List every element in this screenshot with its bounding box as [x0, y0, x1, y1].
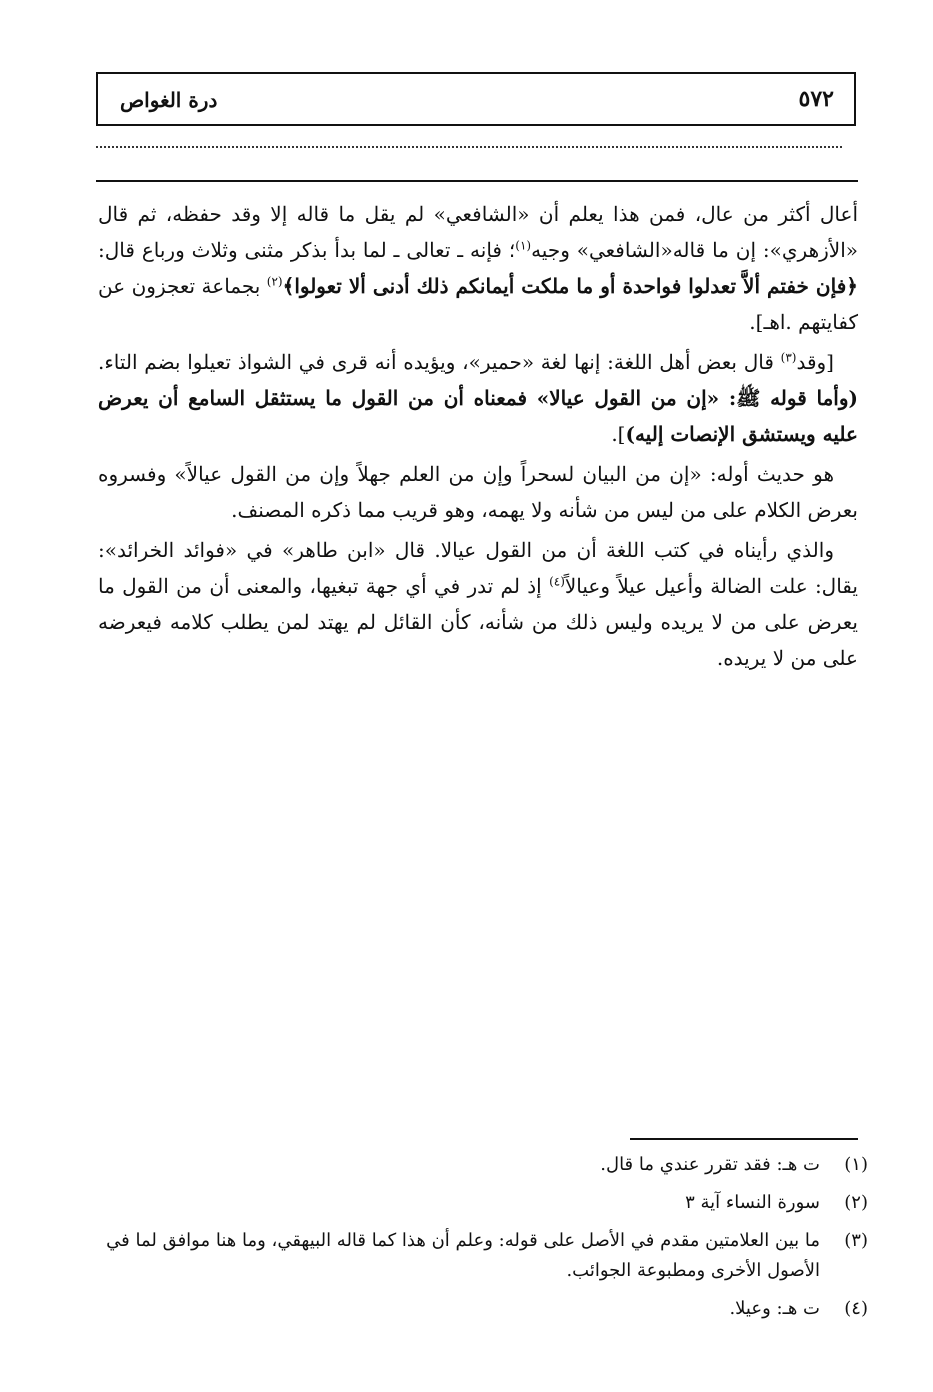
footnote-text: ما بين العلامتين مقدم في الأصل على قوله: وعلم أن هذا كما قاله البيهقي، وما هنا موافق لما في الأصول الأخرى ومطبوعة الجوائب.	[106, 1230, 820, 1281]
footnote-text: ت هـ: وعيلا.	[729, 1298, 820, 1319]
text-span: قال بعض أهل اللغة: إنها لغة «حمير»، ويؤيده أنه قرى في الشواذ تعيلوا بضم التاء.	[98, 350, 781, 374]
text-span: [وقد	[796, 350, 834, 374]
running-header	[96, 72, 856, 126]
text-span: ].	[611, 422, 626, 446]
text-span: أعال أكثر من عال، فمن هذا يعلم أن «الشافعي» لم يقل ما قاله إلا وقد حفظه، ثم قال «الأزهري»: إن ما قاله«الشافعي» وجيه	[98, 202, 858, 262]
footnote-ref-2: (٢)	[266, 274, 283, 289]
text-span: ؛ فإنه ـ تعالى ـ لما بدأ بذكر مثنى وثلاث ورباع قال:	[98, 238, 516, 262]
footnote-separator	[630, 1138, 858, 1140]
footnote	[98, 1188, 868, 1218]
footnote-number: (٤)	[844, 1298, 868, 1319]
footnote-ref-4: (٤)	[549, 574, 565, 589]
paragraph-4	[98, 532, 858, 676]
paragraph-3: هو حديث أوله: «إن من البيان لسحراً وإن من العلم جهلاً وإن من القول عيالاً» وفسروه بعرض الكلام على من ليس من شأنه ولا يهمه، وهو قريب مما ذكره المصنف.	[98, 462, 858, 522]
footnote-ref-3: (٣)	[780, 350, 797, 365]
running-title: درة الغواص	[120, 88, 218, 112]
paragraph-2	[98, 344, 858, 452]
dotted-separator	[96, 146, 842, 148]
footnote-text: ت هـ: فقد تقرر عندي ما قال.	[600, 1154, 820, 1175]
footnote	[98, 1226, 868, 1286]
top-rule	[96, 180, 858, 182]
main-text	[98, 196, 858, 680]
footnote	[98, 1150, 868, 1180]
footnotes	[98, 1150, 868, 1332]
footnote-ref-1: (١)	[515, 238, 532, 253]
text-span: بجماعة تعجزون عن كفايتهم .اهـ].	[98, 274, 858, 334]
footnote-text: سورة النساء آية ٣	[685, 1192, 820, 1213]
page-number: ٥٧٢	[798, 86, 834, 112]
footnote-number: (٢)	[844, 1192, 868, 1213]
footnote	[98, 1294, 868, 1324]
text-span: إذ لم تدر في أي جهة تبغيها، والمعنى أن من القول ما يعرض على من لا يريده وليس ذلك من شأنه، كأن القائل لم يهتد لمن يطلب كلامه فيعرضه على من لا يريده.	[98, 574, 858, 670]
quoted-text: (وأما قوله ﷺ: «إن من القول عيالا» فمعناه أن من القول ما يستثقل السامع أن يعرض عليه ويستشق الإنصات إليه)	[98, 386, 858, 446]
footnote-number: (١)	[844, 1154, 868, 1175]
footnote-number: (٣)	[844, 1230, 868, 1251]
paragraph-1	[98, 196, 858, 340]
text-span: والذي رأيناه في كتب اللغة أن من القول عيالا. قال «ابن طاهر» في «فوائد الخرائد»: يقال: علت الضالة وأعيل عيلاً وعيالاً	[98, 538, 858, 598]
quran-verse: ﴿فإن خفتم ألاَّ تعدلوا فواحدة أو ما ملكت أيمانكم ذلك أدنى ألا تعولوا﴾	[282, 274, 858, 298]
